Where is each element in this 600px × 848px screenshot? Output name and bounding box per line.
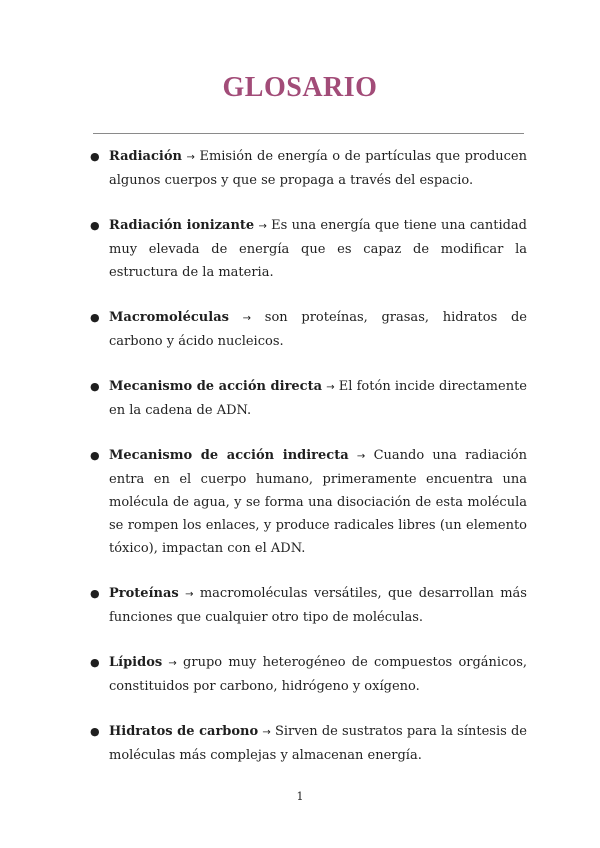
bullet-icon: ● (90, 587, 100, 600)
bullet-icon: ● (90, 380, 100, 393)
glossary-definition: macromoléculas versátiles, que desarrollan más funciones que cualquier otro tipo de moléculas. (109, 586, 527, 625)
glossary-entry (87, 651, 527, 698)
glossary-definition: grupo muy heterogéneo de compuestos orgánicos, constituidos por carbono, hidrógeno y oxígeno. (109, 655, 527, 694)
arrow-icon: → (186, 152, 195, 163)
glossary-definition: El fotón incide directamente en la cadena de ADN. (109, 379, 527, 418)
glossary-entry (87, 306, 527, 353)
arrow-icon: → (326, 382, 335, 393)
arrow-icon: → (356, 451, 366, 462)
bullet-icon: ● (90, 725, 100, 738)
glossary-term: Lípidos (109, 655, 163, 670)
page-number: 1 (296, 790, 304, 803)
bullet-icon: ● (90, 656, 100, 669)
glossary-entry (87, 375, 527, 422)
glossary-entry (87, 444, 527, 560)
bullet-icon: ● (90, 219, 100, 232)
glossary-definition: Cuando una radiación entra en el cuerpo humano, primeramente encuentra una molécula de agua, y se forma una disociación de esta molécula se rompen los enlaces, y produce radicales libres (un elemento tóxico), impactan con el ADN. (109, 448, 527, 556)
glossary-term: Macromoléculas (109, 310, 229, 325)
glossary-definition: Es una energía que tiene una cantidad muy elevada de energía que es capaz de modificar la estructura de la materia. (109, 218, 527, 280)
glossary-term: Radiación ionizante (109, 218, 255, 233)
glossary-term: Proteínas (109, 586, 179, 601)
glossary-entry (87, 582, 527, 629)
glossary-term: Hidratos de carbono (109, 724, 259, 739)
glossary-list (87, 145, 527, 767)
glossary-definition: Emisión de energía o de partículas que producen algunos cuerpos y que se propaga a través del espacio. (109, 149, 527, 188)
glossary-entry (87, 145, 527, 192)
arrow-icon: → (258, 221, 267, 232)
glossary-entry (87, 214, 527, 284)
arrow-icon: → (168, 658, 177, 669)
bullet-icon: ● (90, 150, 100, 163)
page-title: GLOSARIO (222, 72, 378, 103)
glossary-definition: Sirven de sustratos para la síntesis de moléculas más complejas y almacenan energía. (109, 724, 527, 763)
glossary-definition: son proteínas, grasas, hidratos de carbono y ácido nucleicos. (109, 310, 527, 349)
title-divider (93, 133, 524, 134)
bullet-icon: ● (90, 449, 100, 462)
glossary-term: Mecanismo de acción indirecta (109, 448, 349, 463)
arrow-icon: → (185, 589, 194, 600)
glossary-term: Mecanismo de acción directa (109, 379, 323, 394)
arrow-icon: → (242, 313, 252, 324)
glossary-term: Radiación (109, 149, 182, 164)
glossary-entry (87, 720, 527, 767)
bullet-icon: ● (90, 311, 100, 324)
arrow-icon: → (262, 727, 271, 738)
